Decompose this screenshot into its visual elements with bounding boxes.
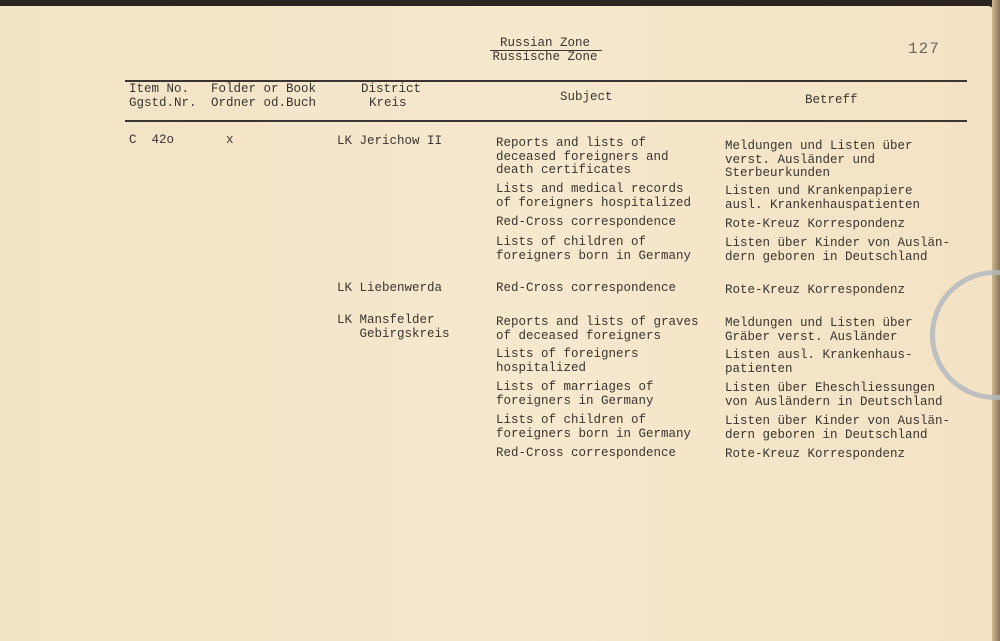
folder-mark: x — [226, 133, 234, 147]
district-name: LK Mansfelder Gebirgskreis — [337, 313, 450, 341]
betreff-cell: Rote-Kreuz Korrespondenz — [725, 447, 906, 461]
subject-cell: Lists of marriages of foreigners in Germany — [496, 380, 654, 408]
column-header-item-de: Ggstd.Nr. — [129, 96, 197, 110]
betreff-cell: Listen und Krankenpapiere ausl. Krankenhauspatienten — [725, 184, 921, 212]
subject-cell: Red-Cross correspondence — [496, 215, 677, 229]
column-header-folder-de: Ordner od.Buch — [211, 96, 317, 110]
column-header-district-de: Kreis — [369, 96, 407, 110]
zone-title-de: Russische Zone — [492, 50, 598, 64]
page-number: 127 — [908, 40, 940, 58]
subject-cell: Reports and lists of deceased foreigners and death certificates — [496, 136, 669, 177]
subject-cell: Red-Cross correspondence — [496, 446, 677, 460]
district-name: LK Liebenwerda — [337, 281, 443, 295]
betreff-cell: Listen ausl. Krankenhaus- patienten — [725, 348, 913, 376]
column-header-folder-en: Folder or Book — [211, 82, 317, 96]
subject-cell: Reports and lists of graves of deceased foreigners — [496, 315, 699, 343]
betreff-cell: Rote-Kreuz Korrespondenz — [725, 217, 906, 231]
betreff-cell: Listen über Kinder von Auslän- dern geboren in Deutschland — [725, 236, 951, 264]
subject-cell: Red-Cross correspondence — [496, 281, 677, 295]
zone-title-en: Russian Zone — [499, 36, 590, 50]
subject-cell: Lists of foreigners hospitalized — [496, 347, 639, 375]
betreff-cell: Meldungen und Listen über Gräber verst. Ausländer — [725, 316, 913, 344]
betreff-cell: Listen über Eheschliessungen von Ausländern in Deutschland — [725, 381, 943, 409]
betreff-cell: Listen über Kinder von Auslän- dern geboren in Deutschland — [725, 414, 951, 442]
subject-cell: Lists and medical records of foreigners hospitalized — [496, 182, 692, 210]
column-header-district-en: District — [361, 82, 422, 96]
betreff-cell: Rote-Kreuz Korrespondenz — [725, 283, 906, 297]
item-number: C 42o — [129, 133, 175, 147]
column-header-subject: Subject — [560, 90, 613, 104]
subject-cell: Lists of children of foreigners born in Germany — [496, 413, 692, 441]
column-header-betreff: Betreff — [805, 93, 858, 107]
betreff-cell: Meldungen und Listen über verst. Ausländer und Sterbeurkunden — [725, 139, 913, 180]
header-bottom-rule — [125, 120, 967, 122]
column-header-item-en: Item No. — [129, 82, 190, 96]
district-name: LK Jerichow II — [337, 134, 443, 148]
subject-cell: Lists of children of foreigners born in Germany — [496, 235, 692, 263]
